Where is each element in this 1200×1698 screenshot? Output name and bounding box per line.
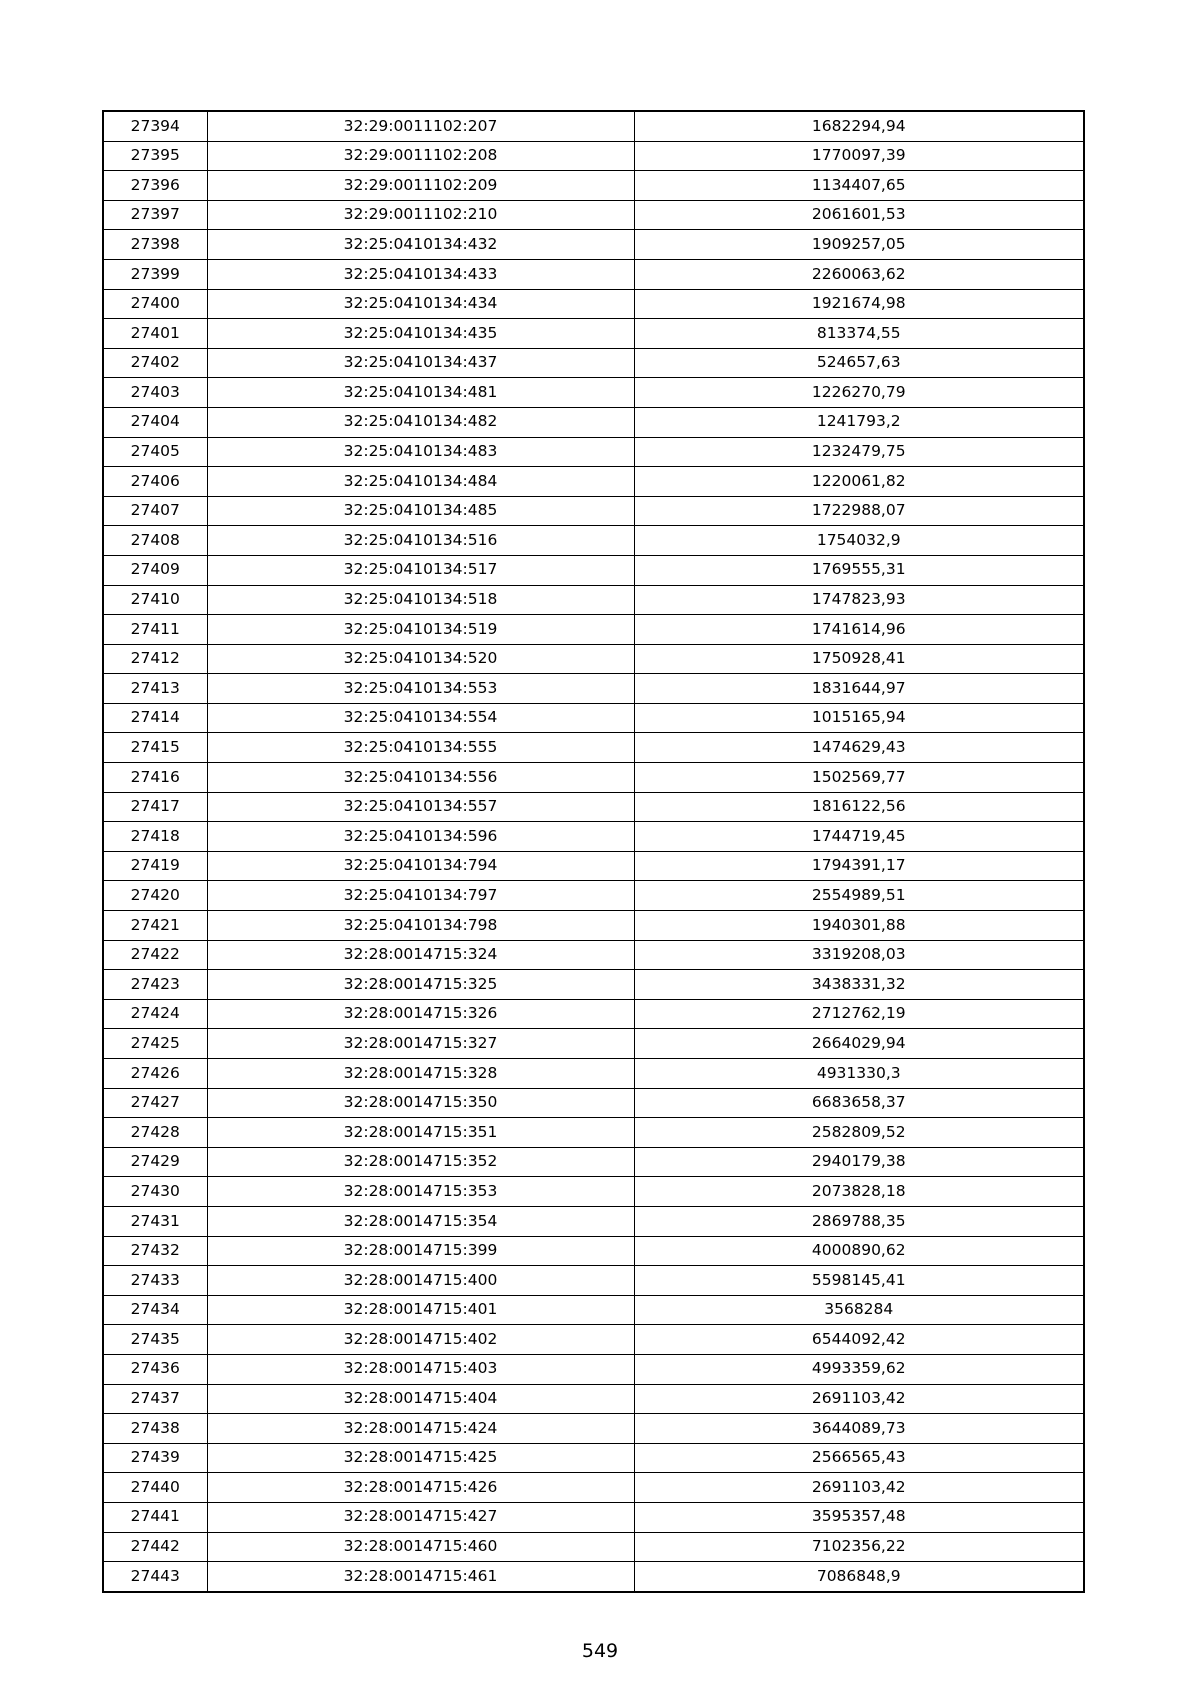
- cadastral-number-cell: 32:25:0410134:556: [207, 763, 634, 793]
- table-row: [103, 1147, 1084, 1177]
- cadastral-number-cell: 32:25:0410134:518: [207, 585, 634, 615]
- cadastral-number-cell: 32:25:0410134:557: [207, 792, 634, 822]
- cadastral-number-cell: 32:29:0011102:207: [207, 111, 634, 141]
- cadastral-number-cell: 32:28:0014715:425: [207, 1443, 634, 1473]
- table-row: [103, 881, 1084, 911]
- table-row: [103, 703, 1084, 733]
- value-cell: 1474629,43: [634, 733, 1084, 763]
- row-number-cell: 27408: [103, 526, 207, 556]
- cadastral-number-cell: 32:28:0014715:325: [207, 970, 634, 1000]
- table-row: [103, 1118, 1084, 1148]
- row-number-cell: 27398: [103, 230, 207, 260]
- row-number-cell: 27436: [103, 1354, 207, 1384]
- table-row: [103, 1532, 1084, 1562]
- row-number-cell: 27395: [103, 141, 207, 171]
- table-row: [103, 733, 1084, 763]
- table-row: [103, 674, 1084, 704]
- cadastral-number-cell: 32:28:0014715:326: [207, 999, 634, 1029]
- value-cell: 2940179,38: [634, 1147, 1084, 1177]
- table-row: [103, 615, 1084, 645]
- value-cell: 1502569,77: [634, 763, 1084, 793]
- row-number-cell: 27430: [103, 1177, 207, 1207]
- table-row: [103, 1562, 1084, 1592]
- table-row: [103, 1206, 1084, 1236]
- row-number-cell: 27417: [103, 792, 207, 822]
- table-row: [103, 911, 1084, 941]
- cadastral-number-cell: 32:25:0410134:798: [207, 911, 634, 941]
- row-number-cell: 27405: [103, 437, 207, 467]
- cadastral-number-cell: 32:29:0011102:210: [207, 200, 634, 230]
- cadastral-number-cell: 32:28:0014715:401: [207, 1295, 634, 1325]
- row-number-cell: 27394: [103, 111, 207, 141]
- table-row: [103, 792, 1084, 822]
- value-cell: 3595357,48: [634, 1502, 1084, 1532]
- row-number-cell: 27438: [103, 1414, 207, 1444]
- table-row: [103, 1236, 1084, 1266]
- value-cell: 3568284: [634, 1295, 1084, 1325]
- row-number-cell: 27422: [103, 940, 207, 970]
- value-cell: 1921674,98: [634, 289, 1084, 319]
- value-cell: 3319208,03: [634, 940, 1084, 970]
- table-row: [103, 1177, 1084, 1207]
- row-number-cell: 27406: [103, 467, 207, 497]
- cadastral-number-cell: 32:25:0410134:485: [207, 496, 634, 526]
- table-row: [103, 1473, 1084, 1503]
- row-number-cell: 27429: [103, 1147, 207, 1177]
- cadastral-number-cell: 32:28:0014715:404: [207, 1384, 634, 1414]
- value-cell: 1134407,65: [634, 171, 1084, 201]
- table-row: [103, 585, 1084, 615]
- table-row: [103, 1266, 1084, 1296]
- row-number-cell: 27420: [103, 881, 207, 911]
- cadastral-number-cell: 32:25:0410134:516: [207, 526, 634, 556]
- row-number-cell: 27426: [103, 1059, 207, 1089]
- table-row: [103, 141, 1084, 171]
- cadastral-number-cell: 32:25:0410134:555: [207, 733, 634, 763]
- value-cell: 1232479,75: [634, 437, 1084, 467]
- cadastral-number-cell: 32:25:0410134:519: [207, 615, 634, 645]
- cadastral-number-cell: 32:28:0014715:400: [207, 1266, 634, 1296]
- row-number-cell: 27432: [103, 1236, 207, 1266]
- cadastral-number-cell: 32:29:0011102:209: [207, 171, 634, 201]
- value-cell: 1226270,79: [634, 378, 1084, 408]
- cadastral-number-cell: 32:25:0410134:482: [207, 407, 634, 437]
- value-cell: 1794391,17: [634, 851, 1084, 881]
- table-row: [103, 407, 1084, 437]
- cadastral-number-cell: 32:28:0014715:351: [207, 1118, 634, 1148]
- cadastral-number-cell: 32:25:0410134:434: [207, 289, 634, 319]
- row-number-cell: 27423: [103, 970, 207, 1000]
- cadastral-number-cell: 32:28:0014715:403: [207, 1354, 634, 1384]
- cadastral-number-cell: 32:28:0014715:460: [207, 1532, 634, 1562]
- cadastral-number-cell: 32:28:0014715:354: [207, 1206, 634, 1236]
- row-number-cell: 27439: [103, 1443, 207, 1473]
- cadastral-number-cell: 32:25:0410134:437: [207, 348, 634, 378]
- row-number-cell: 27410: [103, 585, 207, 615]
- cadastral-number-cell: 32:25:0410134:435: [207, 319, 634, 349]
- value-cell: 1769555,31: [634, 555, 1084, 585]
- value-cell: 4993359,62: [634, 1354, 1084, 1384]
- value-cell: 1831644,97: [634, 674, 1084, 704]
- row-number-cell: 27427: [103, 1088, 207, 1118]
- row-number-cell: 27418: [103, 822, 207, 852]
- value-cell: 1744719,45: [634, 822, 1084, 852]
- row-number-cell: 27401: [103, 319, 207, 349]
- row-number-cell: 27428: [103, 1118, 207, 1148]
- row-number-cell: 27399: [103, 259, 207, 289]
- row-number-cell: 27415: [103, 733, 207, 763]
- cadastral-number-cell: 32:28:0014715:461: [207, 1562, 634, 1592]
- cadastral-number-cell: 32:28:0014715:426: [207, 1473, 634, 1503]
- table-row: [103, 644, 1084, 674]
- table-row: [103, 289, 1084, 319]
- table-row: [103, 171, 1084, 201]
- value-cell: 2691103,42: [634, 1473, 1084, 1503]
- row-number-cell: 27424: [103, 999, 207, 1029]
- value-cell: 7102356,22: [634, 1532, 1084, 1562]
- table-row: [103, 1325, 1084, 1355]
- table-row: [103, 763, 1084, 793]
- value-cell: 2061601,53: [634, 200, 1084, 230]
- cadastral-number-cell: 32:25:0410134:517: [207, 555, 634, 585]
- value-cell: 1015165,94: [634, 703, 1084, 733]
- table-row: [103, 999, 1084, 1029]
- value-cell: 1741614,96: [634, 615, 1084, 645]
- row-number-cell: 27413: [103, 674, 207, 704]
- cadastral-number-cell: 32:28:0014715:324: [207, 940, 634, 970]
- value-cell: 1722988,07: [634, 496, 1084, 526]
- row-number-cell: 27402: [103, 348, 207, 378]
- value-cell: 2566565,43: [634, 1443, 1084, 1473]
- row-number-cell: 27407: [103, 496, 207, 526]
- value-cell: 524657,63: [634, 348, 1084, 378]
- table-row: [103, 1354, 1084, 1384]
- table-row: [103, 526, 1084, 556]
- value-cell: 2664029,94: [634, 1029, 1084, 1059]
- row-number-cell: 27435: [103, 1325, 207, 1355]
- cadastral-number-cell: 32:28:0014715:402: [207, 1325, 634, 1355]
- value-cell: 7086848,9: [634, 1562, 1084, 1592]
- table-row: [103, 378, 1084, 408]
- value-cell: 3644089,73: [634, 1414, 1084, 1444]
- row-number-cell: 27433: [103, 1266, 207, 1296]
- cadastral-number-cell: 32:28:0014715:350: [207, 1088, 634, 1118]
- table-row: [103, 200, 1084, 230]
- table-row: [103, 319, 1084, 349]
- table-row: [103, 1029, 1084, 1059]
- table-row: [103, 1088, 1084, 1118]
- table-row: [103, 1502, 1084, 1532]
- table-body: [103, 111, 1084, 1592]
- value-cell: 1940301,88: [634, 911, 1084, 941]
- value-cell: 2691103,42: [634, 1384, 1084, 1414]
- row-number-cell: 27400: [103, 289, 207, 319]
- cadastral-number-cell: 32:25:0410134:483: [207, 437, 634, 467]
- cadastral-number-cell: 32:28:0014715:427: [207, 1502, 634, 1532]
- row-number-cell: 27441: [103, 1502, 207, 1532]
- table-row: [103, 555, 1084, 585]
- value-cell: 1750928,41: [634, 644, 1084, 674]
- value-cell: 2260063,62: [634, 259, 1084, 289]
- cadastral-number-cell: 32:28:0014715:328: [207, 1059, 634, 1089]
- table-row: [103, 1384, 1084, 1414]
- data-table: [102, 110, 1085, 1593]
- row-number-cell: 27431: [103, 1206, 207, 1236]
- table-row: [103, 1059, 1084, 1089]
- table-row: [103, 1443, 1084, 1473]
- table-row: [103, 1295, 1084, 1325]
- row-number-cell: 27412: [103, 644, 207, 674]
- value-cell: 2869788,35: [634, 1206, 1084, 1236]
- table-row: [103, 940, 1084, 970]
- cadastral-number-cell: 32:25:0410134:481: [207, 378, 634, 408]
- row-number-cell: 27397: [103, 200, 207, 230]
- value-cell: 2073828,18: [634, 1177, 1084, 1207]
- cadastral-number-cell: 32:28:0014715:424: [207, 1414, 634, 1444]
- table-row: [103, 970, 1084, 1000]
- value-cell: 1816122,56: [634, 792, 1084, 822]
- table-row: [103, 437, 1084, 467]
- table-row: [103, 111, 1084, 141]
- row-number-cell: 27396: [103, 171, 207, 201]
- table-row: [103, 230, 1084, 260]
- value-cell: 3438331,32: [634, 970, 1084, 1000]
- value-cell: 2554989,51: [634, 881, 1084, 911]
- value-cell: 1770097,39: [634, 141, 1084, 171]
- row-number-cell: 27434: [103, 1295, 207, 1325]
- value-cell: 4931330,3: [634, 1059, 1084, 1089]
- value-cell: 6683658,37: [634, 1088, 1084, 1118]
- cadastral-number-cell: 32:25:0410134:553: [207, 674, 634, 704]
- row-number-cell: 27421: [103, 911, 207, 941]
- cadastral-number-cell: 32:28:0014715:399: [207, 1236, 634, 1266]
- row-number-cell: 27411: [103, 615, 207, 645]
- cadastral-number-cell: 32:25:0410134:596: [207, 822, 634, 852]
- cadastral-number-cell: 32:25:0410134:520: [207, 644, 634, 674]
- table-row: [103, 822, 1084, 852]
- table-row: [103, 348, 1084, 378]
- row-number-cell: 27403: [103, 378, 207, 408]
- value-cell: 1682294,94: [634, 111, 1084, 141]
- cadastral-number-cell: 32:25:0410134:554: [207, 703, 634, 733]
- row-number-cell: 27404: [103, 407, 207, 437]
- row-number-cell: 27419: [103, 851, 207, 881]
- value-cell: 1754032,9: [634, 526, 1084, 556]
- value-cell: 5598145,41: [634, 1266, 1084, 1296]
- cadastral-number-cell: 32:28:0014715:353: [207, 1177, 634, 1207]
- cadastral-number-cell: 32:28:0014715:352: [207, 1147, 634, 1177]
- value-cell: 1241793,2: [634, 407, 1084, 437]
- row-number-cell: 27425: [103, 1029, 207, 1059]
- cadastral-number-cell: 32:25:0410134:433: [207, 259, 634, 289]
- table-row: [103, 851, 1084, 881]
- value-cell: 2582809,52: [634, 1118, 1084, 1148]
- row-number-cell: 27440: [103, 1473, 207, 1503]
- value-cell: 1909257,05: [634, 230, 1084, 260]
- cadastral-number-cell: 32:28:0014715:327: [207, 1029, 634, 1059]
- value-cell: 1747823,93: [634, 585, 1084, 615]
- row-number-cell: 27409: [103, 555, 207, 585]
- row-number-cell: 27442: [103, 1532, 207, 1562]
- row-number-cell: 27414: [103, 703, 207, 733]
- row-number-cell: 27437: [103, 1384, 207, 1414]
- value-cell: 6544092,42: [634, 1325, 1084, 1355]
- value-cell: 2712762,19: [634, 999, 1084, 1029]
- page-number: 549: [581, 1640, 619, 1662]
- cadastral-number-cell: 32:25:0410134:484: [207, 467, 634, 497]
- value-cell: 813374,55: [634, 319, 1084, 349]
- value-cell: 4000890,62: [634, 1236, 1084, 1266]
- cadastral-number-cell: 32:25:0410134:432: [207, 230, 634, 260]
- row-number-cell: 27443: [103, 1562, 207, 1592]
- row-number-cell: 27416: [103, 763, 207, 793]
- table-row: [103, 1414, 1084, 1444]
- cadastral-number-cell: 32:29:0011102:208: [207, 141, 634, 171]
- table-row: [103, 496, 1084, 526]
- table-row: [103, 259, 1084, 289]
- value-cell: 1220061,82: [634, 467, 1084, 497]
- cadastral-number-cell: 32:25:0410134:794: [207, 851, 634, 881]
- cadastral-number-cell: 32:25:0410134:797: [207, 881, 634, 911]
- table-row: [103, 467, 1084, 497]
